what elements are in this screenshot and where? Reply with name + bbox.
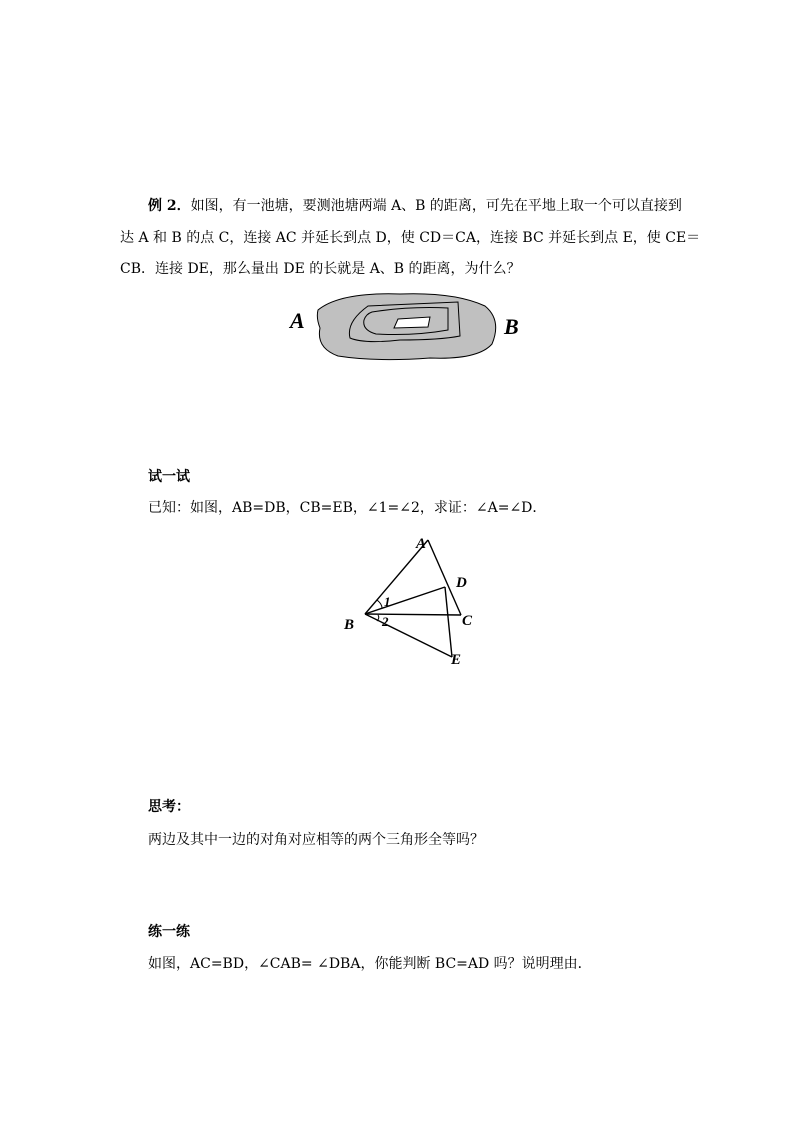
angle1-arc [377,600,382,608]
angle2-label: 2 [382,614,389,629]
try-text: 已知：如图，AB=DB，CB=EB，∠1=∠2，求证：∠A=∠D． [148,500,547,516]
think-text: 两边及其中一边的对角对应相等的两个三角形全等吗？ [148,832,484,848]
label-e: E [451,652,462,668]
practice-heading: 练一练 [148,924,190,940]
triangle-figure [330,528,490,668]
pond-island [394,317,430,328]
label-d: D [456,575,467,591]
practice-text: 如图，AC=BD，∠CAB= ∠DBA，你能判断 BC=AD 吗？说明理由． [148,956,592,972]
example2-label: 例 2． [148,198,191,214]
pond-label-a: A [290,308,305,333]
example2-line1 [148,196,682,216]
try-heading: 试一试 [148,469,190,485]
pond-figure [280,288,540,368]
pond-label-b: B [504,314,519,339]
example2-text-1: 如图，有一池塘，要测池塘两端 A、B 的距离，可先在平地上取一个可以直接到 [190,198,682,214]
label-a: A [416,536,427,552]
segment-bc [365,614,461,615]
segment-de [445,587,452,657]
label-b: B [344,617,355,633]
label-c: C [462,613,473,629]
angle1-label: 1 [384,594,391,609]
example2-text-2: 达 A 和 B 的点 C，连接 AC 并延长到点 D，使 CD＝CA，连接 BC 并延长到点 E，使 CE＝ [120,230,701,246]
example2-text-3: CB．连接 DE，那么量出 DE 的长就是 A、B 的距离，为什么？ [120,261,521,277]
think-heading: 思考： [148,799,190,815]
